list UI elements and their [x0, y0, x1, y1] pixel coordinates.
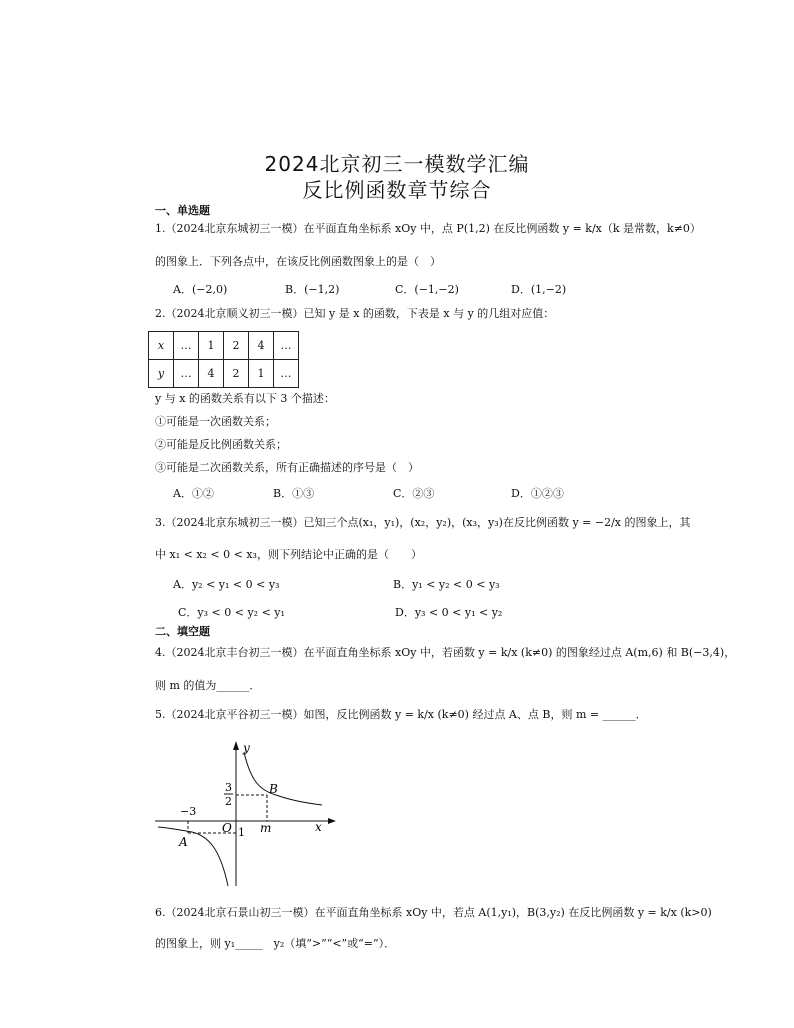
question-2-item-2: ②可能是反比例函数关系；	[155, 438, 287, 451]
origin-label: O	[222, 821, 232, 835]
table-cell: …	[174, 360, 199, 388]
question-6-stem: 6.（2024北京石景山初三一模）在平面直角坐标系 xOy 中，若点 A(1,y₁)，B(3,y₂) 在反比例函数 y = k/x (k>0)	[155, 906, 712, 919]
q1-option-c: C．(−1,−2)	[395, 283, 459, 296]
table-row-x	[149, 332, 299, 360]
question-4-stem-cont: 则 m 的值为______．	[155, 679, 261, 692]
question-3-stem: 3.（2024北京东城初三一模）已知三个点(x₁，y₁)，(x₂，y₂)，(x₃，y₃)在反比例函数 y = −2/x 的图象上，其	[155, 516, 691, 529]
point-b-label: B	[269, 782, 278, 796]
table-cell: …	[174, 332, 199, 360]
point-a-label: A	[179, 835, 188, 849]
y-axis-label: y	[243, 741, 250, 755]
table-cell: …	[274, 360, 299, 388]
q2-option-a: A．①②	[173, 487, 214, 500]
question-2-item-1: ①可能是一次函数关系；	[155, 415, 276, 428]
x-axis-arrow	[328, 818, 336, 824]
table-row-y	[149, 360, 299, 388]
table-cell: 4	[249, 332, 274, 360]
q1-option-b: B．(−1,2)	[285, 283, 340, 296]
q1-option-d: D．(1,−2)	[511, 283, 567, 296]
table-cell: 1	[199, 332, 224, 360]
page-title: 2024北京初三一模数学汇编	[264, 152, 530, 176]
y-axis-arrow	[233, 741, 239, 750]
hyperbola-graph	[150, 738, 340, 890]
q2-option-b: B．①③	[273, 487, 315, 500]
q3-option-d: D．y₃ < 0 < y₁ < y₂	[395, 606, 503, 619]
m-tick-label: m	[260, 821, 272, 835]
question-3-stem-cont: 中 x₁ < x₂ < 0 < x₃，则下列结论中正确的是（ ）	[155, 548, 422, 561]
x-axis-label: x	[315, 820, 322, 834]
question-6-stem-cont: 的图象上，则 y₁_____ y₂（填“>”“<”或“=”）．	[155, 937, 396, 950]
section-heading-fill-blank: 二、填空题	[155, 625, 210, 638]
xy-value-table	[148, 331, 299, 388]
question-2-relation-intro: y 与 x 的函数关系有以下 3 个描述：	[155, 392, 335, 405]
table-cell: y	[149, 360, 174, 388]
table-cell: 1	[249, 360, 274, 388]
section-heading-single-choice: 一、单选题	[155, 204, 210, 217]
fraction-numerator: 3	[225, 781, 232, 794]
question-1-stem: 1.（2024北京东城初三一模）在平面直角坐标系 xOy 中，点 P(1,2) 在反比例函数 y = k/x（k 是常数，k≠0）	[155, 222, 701, 235]
hyperbola-branch-first-quadrant	[244, 752, 322, 805]
question-2-item-3: ③可能是二次函数关系，所有正确描述的序号是（ ）	[155, 461, 419, 474]
table-cell: 2	[224, 332, 249, 360]
q1-option-a: A．(−2,0)	[173, 283, 228, 296]
page-subtitle: 反比例函数章节综合	[302, 178, 492, 202]
question-2-stem: 2.（2024北京顺义初三一模）已知 y 是 x 的函数，下表是 x 与 y 的几组对应值：	[155, 307, 555, 320]
question-5-stem: 5.（2024北京平谷初三一模）如图，反比例函数 y = k/x (k≠0) 经过点 A、点 B，则 m = ______．	[155, 708, 647, 721]
question-1-stem-cont: 的图象上．下列各点中，在该反比例函数图象上的是（ ）	[155, 255, 441, 268]
table-cell: 2	[224, 360, 249, 388]
q2-option-d: D．①②③	[511, 487, 564, 500]
q3-option-b: B．y₁ < y₂ < 0 < y₃	[393, 578, 500, 591]
q3-option-a: A．y₂ < y₁ < 0 < y₃	[173, 578, 280, 591]
question-4-stem: 4.（2024北京丰台初三一模）在平面直角坐标系 xOy 中，若函数 y = k/x (k≠0) 的图象经过点 A(m,6) 和 B(−3,4)，	[155, 646, 736, 659]
q2-option-c: C．②③	[393, 487, 435, 500]
neg-three-tick-label: −3	[180, 805, 197, 818]
table-cell: …	[274, 332, 299, 360]
hyperbola-branch-third-quadrant	[158, 827, 228, 886]
one-tick-label: 1	[238, 826, 245, 839]
fraction-denominator: 2	[225, 795, 232, 808]
table-cell: 4	[199, 360, 224, 388]
q3-option-c: C．y₃ < 0 < y₂ < y₁	[178, 606, 285, 619]
table-cell: x	[149, 332, 174, 360]
